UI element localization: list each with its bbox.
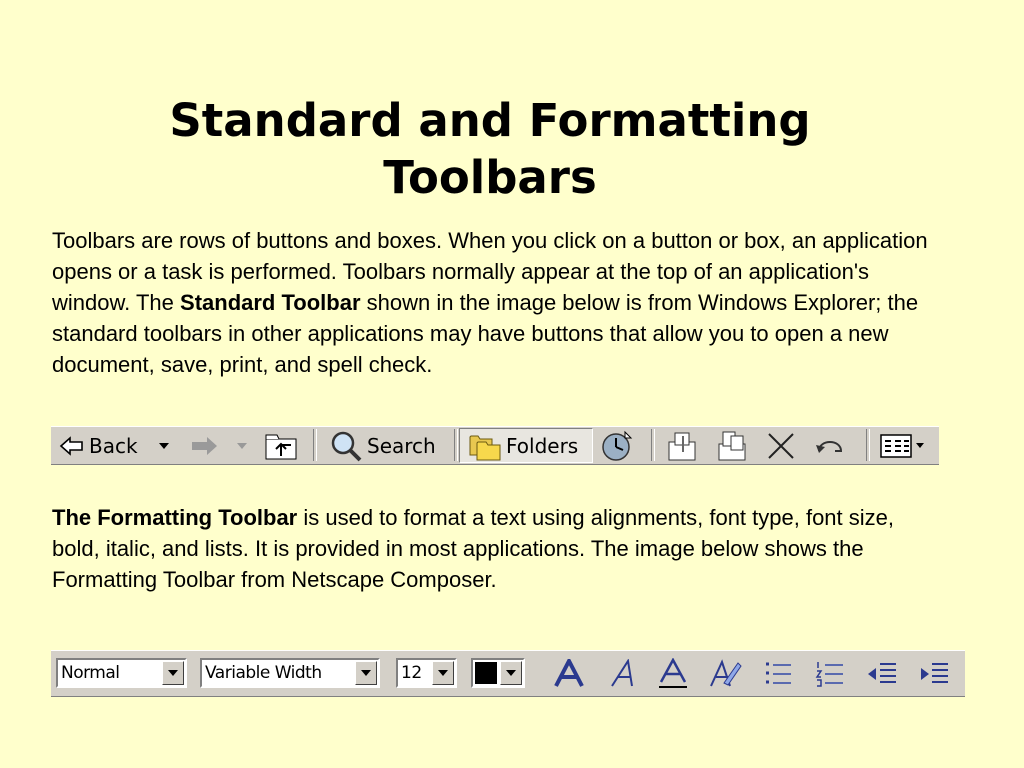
forward-button[interactable]	[189, 427, 219, 464]
font-dropdown-button[interactable]	[355, 661, 377, 685]
formatting-text: is used to format a text using alignments, font type, font size, bold, italic, and lists. It is provided in most applications. The image below shows the Formatting Toolbar from Netscape Composer.	[52, 505, 894, 592]
title-line-2: Toolbars	[383, 151, 597, 204]
back-button[interactable]	[59, 427, 138, 464]
title-line-1: Standard and Formatting	[169, 94, 811, 147]
intro-paragraph	[52, 225, 932, 380]
chevron-down-icon	[916, 443, 924, 448]
back-label: Back	[89, 433, 138, 458]
decrease-indent-button[interactable]	[865, 656, 899, 692]
numbered-list-button[interactable]	[813, 656, 847, 692]
folders-label: Folders	[506, 433, 579, 458]
up-folder-icon	[263, 432, 299, 460]
italic-icon	[606, 659, 638, 689]
toolbar-separator	[313, 429, 317, 461]
chevron-down-icon	[159, 443, 169, 449]
back-arrow-icon	[59, 436, 85, 456]
forward-arrow-icon	[189, 436, 219, 456]
delete-button[interactable]	[765, 427, 797, 464]
size-dropdown-button[interactable]	[432, 661, 454, 685]
copy-to-button[interactable]	[715, 427, 751, 464]
chevron-down-icon	[361, 670, 371, 676]
formatting-bold-title: The Formatting Toolbar	[52, 505, 298, 530]
font-family-select[interactable]	[200, 658, 380, 688]
text-color-swatch	[475, 662, 497, 684]
underline-button[interactable]	[655, 656, 691, 692]
search-button[interactable]	[329, 427, 436, 464]
font-size-value: 12	[401, 663, 422, 683]
history-clock-icon	[599, 430, 633, 462]
delete-x-icon	[765, 431, 797, 461]
bullet-list-button[interactable]	[761, 656, 795, 692]
paragraph-style-select[interactable]	[56, 658, 187, 688]
remove-styles-button[interactable]	[707, 656, 743, 692]
bullet-list-icon	[762, 660, 794, 688]
increase-indent-button[interactable]	[917, 656, 951, 692]
forward-dropdown[interactable]	[237, 427, 247, 464]
toolbar-separator	[454, 429, 458, 461]
text-color-select[interactable]	[471, 658, 525, 688]
back-dropdown[interactable]	[159, 427, 169, 464]
chevron-down-icon	[237, 443, 247, 449]
italic-button[interactable]	[605, 656, 639, 692]
slide-title	[0, 92, 980, 206]
bold-icon	[552, 659, 586, 689]
formatting-paragraph	[52, 502, 932, 595]
intro-text-a: Toolbars are rows of buttons and boxes. When you click on a button or box, an application opens or a task is performed. Toolbars normally appear at the top of an application's window. The	[52, 228, 928, 315]
search-label: Search	[367, 433, 436, 458]
formatting-toolbar	[51, 650, 965, 697]
color-dropdown-button[interactable]	[500, 661, 522, 685]
intro-bold-standard-toolbar: Standard Toolbar	[180, 290, 361, 315]
outdent-icon	[866, 660, 898, 688]
bold-button[interactable]	[551, 656, 587, 692]
style-dropdown-button[interactable]	[162, 661, 184, 685]
paragraph-style-value: Normal	[61, 663, 120, 683]
copy-to-icon	[715, 430, 751, 462]
indent-icon	[918, 660, 950, 688]
intro-text-b: shown in the image below is from Windows Explorer; the standard toolbars in other applications may have buttons that allow you to open a new document, save, print, and spell check.	[52, 290, 919, 377]
standard-toolbar	[51, 426, 939, 465]
chevron-down-icon	[168, 670, 178, 676]
views-button[interactable]	[879, 427, 924, 464]
move-to-button[interactable]	[665, 427, 701, 464]
numbered-list-icon	[814, 660, 846, 688]
up-folder-button[interactable]	[263, 427, 299, 464]
history-button[interactable]	[599, 427, 633, 464]
folders-icon	[468, 431, 502, 461]
move-to-icon	[665, 430, 701, 462]
underline-icon	[656, 658, 690, 690]
undo-icon	[813, 433, 849, 459]
views-grid-icon	[879, 433, 913, 459]
toolbar-separator	[651, 429, 655, 461]
toolbar-separator	[866, 429, 870, 461]
font-family-value: Variable Width	[205, 663, 322, 683]
undo-button[interactable]	[813, 427, 849, 464]
folders-button[interactable]	[459, 428, 593, 463]
search-icon	[329, 430, 363, 462]
chevron-down-icon	[438, 670, 448, 676]
chevron-down-icon	[506, 670, 516, 676]
remove-styles-icon	[708, 659, 742, 689]
font-size-select[interactable]	[396, 658, 457, 688]
